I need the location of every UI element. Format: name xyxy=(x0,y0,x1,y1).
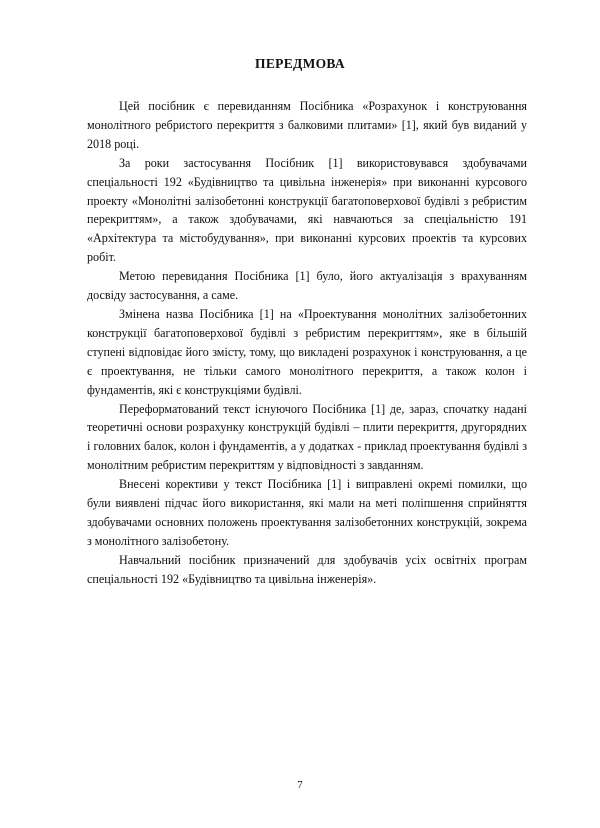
paragraph-audience: Навчальний посібник призначений для здобувачів усіх освітніх програм спеціальності 192 «Будівництво та цивільна інженерія». xyxy=(87,552,527,586)
page-title: ПЕРЕДМОВА xyxy=(255,56,345,71)
paragraph-purpose: Метою перевидання Посібника [1] було, його актуалізація з врахуванням досвіду застосування, а саме. xyxy=(87,269,527,303)
page-number: 7 xyxy=(297,779,303,791)
paragraph-usage: За роки застосування Посібник [1] використовувався здобувачами спеціальності 192 «Будівництво та цивільна інженерія» при виконанні курсового проекту «Монолітні залізобетонні конструкції багатоповерхової будівлі з ребристим перекриттям», а також здобувачами, які навчаються за спеціальністю 191 «Архітектура та містобудування», при виконанні курсових проектів та курсових робіт. xyxy=(87,155,527,265)
paragraph-corrections: Внесені корективи у текст Посібника [1] і виправлені окремі помилки, що були виявлені підчас його використання, які мали на меті поліпшення сприйняття здобувачами основних положень проектування залізобетонних конструкцій, зокрема з монолітного залізобетону. xyxy=(87,477,527,548)
paragraph-renamed: Змінена назва Посібника [1] на «Проектування монолітних залізобетонних конструкції багатоповерхової будівлі з ребристим перекриттям», яке в більшій ступені відповідає його змісту, тому, що викладені розрахунок і конструювання, а це є проектування, не тільки самого монолітного перекриття, а також колон і фундаментів, які є конструкціями будівлі. xyxy=(87,306,527,397)
paragraph-reissue: Цей посібник є перевиданням Посібника «Розрахунок і конструювання монолітного ребристого перекриття з балковими плитами» [1], який був виданий у 2018 році. xyxy=(87,99,527,151)
body-text xyxy=(87,97,527,589)
paragraph-reformatted: Переформатований текст існуючого Посібника [1] де, зараз, спочатку надані теоретичні основи розрахунку конструкцій будівлі – плити перекриття, другорядних і головних балок, колон і фундаментів, а у додатках - приклад проектування будівлі з монолітним ребристим перекриттям у відповідності з завданням. xyxy=(87,401,527,473)
